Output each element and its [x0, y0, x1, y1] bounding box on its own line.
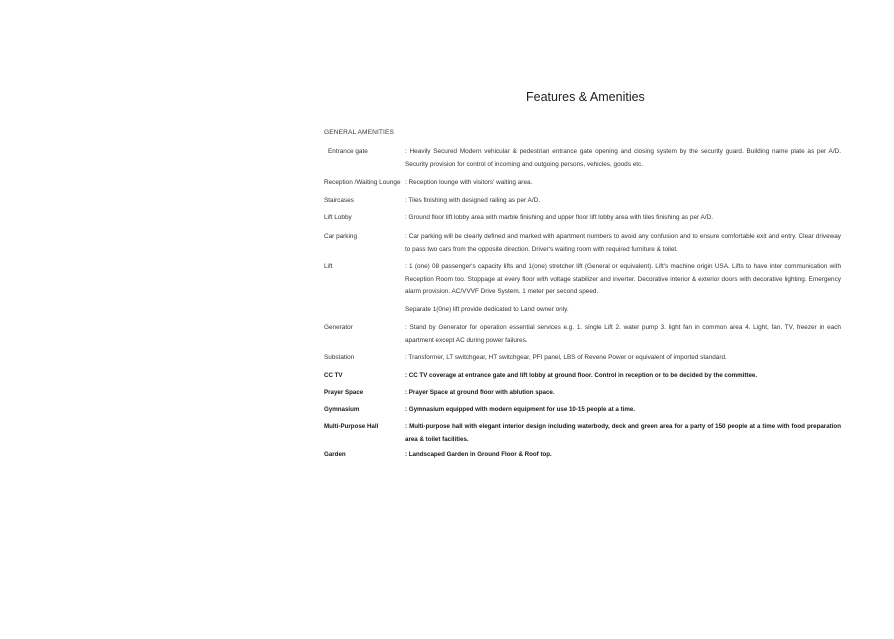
section-heading: GENERAL AMENITIES [324, 129, 394, 136]
item-value: : Transformer, LT switchgear, HT switchgear, PFI panel, LBS of Revene Power or equivalent of imported standard. [405, 354, 727, 361]
item-value: : Prayer Space at ground floor with ablution space. [405, 389, 555, 396]
item-label: CC TV [324, 372, 343, 379]
item-value: : 1 (one) 08 passenger's capacity lifts and 1(one) stretcher lift (General or equivalent). Lift's machine origin USA. Lifts to have inter communication with Reception Room too. Stoppage at every floor with voltage stabilizer and inverter. Decorative interior & exterior doors with decorative lighting. Emergency alarm provision. AC/VVVF Drive System. 1 meter per second speed. [405, 263, 841, 295]
page-title: Features & Amenities [526, 90, 645, 104]
item-value: : Reception lounge with visitors' waiting area. [405, 179, 533, 186]
item-value: : CC TV coverage at entrance gate and lift lobby at ground floor. Control in reception or to be decided by the committee. [405, 372, 758, 379]
item-note: Separate 1(0ne) lift provide dedicated to Land owner only. [405, 306, 569, 313]
item-label: Garden [324, 451, 346, 458]
item-label: Staircases [324, 197, 354, 204]
item-label: Gymnasium [324, 406, 360, 413]
item-label: Car parking [324, 233, 358, 240]
item-value: : Landscaped Garden in Ground Floor & Roof top. [405, 451, 552, 458]
item-label: Prayer Space [324, 389, 364, 396]
item-value: : Ground floor lift lobby area with marble finishing and upper floor lift lobby area with tiles finishing as per A/D. [405, 214, 713, 221]
item-label: Multi-Purpose Hall [324, 423, 379, 430]
item-value: : Tiles finishing with designed railing as per A/D. [405, 197, 540, 204]
item-label: Generator [324, 324, 353, 331]
item-value: : Stand by Generator for operation essential services e.g. 1. single Lift 2. water pump 3. light fan in common area 4. Light, fan, TV, freezer in each apartment except AC during power failures. [405, 324, 841, 344]
item-value: : Gymnasium equipped with modern equipment for use 10-15 people at a time. [405, 406, 636, 413]
item-label: Reception /Waiting Lounge [324, 179, 401, 186]
item-value: : Car parking will be clearly defined and marked with apartment numbers to avoid any confusion and to ensure comfortable exit and entry. Clear driveway to pass two cars from the opposite direction. Driver's waiting room with required furniture & toilet. [405, 233, 841, 253]
item-label: Substation [324, 354, 355, 361]
item-value: : Heavily Secured Modern vehicular & pedestrian entrance gate opening and closing system by the security guard. Building name plate as per A/D. Security provision for control of incoming and outgoing persons, vehicles, goods etc. [405, 148, 841, 168]
item-label: Entrance gate [328, 148, 368, 155]
item-value: : Multi-purpose hall with elegant interior design including waterbody, deck and green area for a party of 150 people at a time with food preparation area & toilet facilities. [405, 423, 841, 443]
item-label: Lift Lobby [324, 214, 352, 221]
item-label: Lift [324, 263, 333, 270]
